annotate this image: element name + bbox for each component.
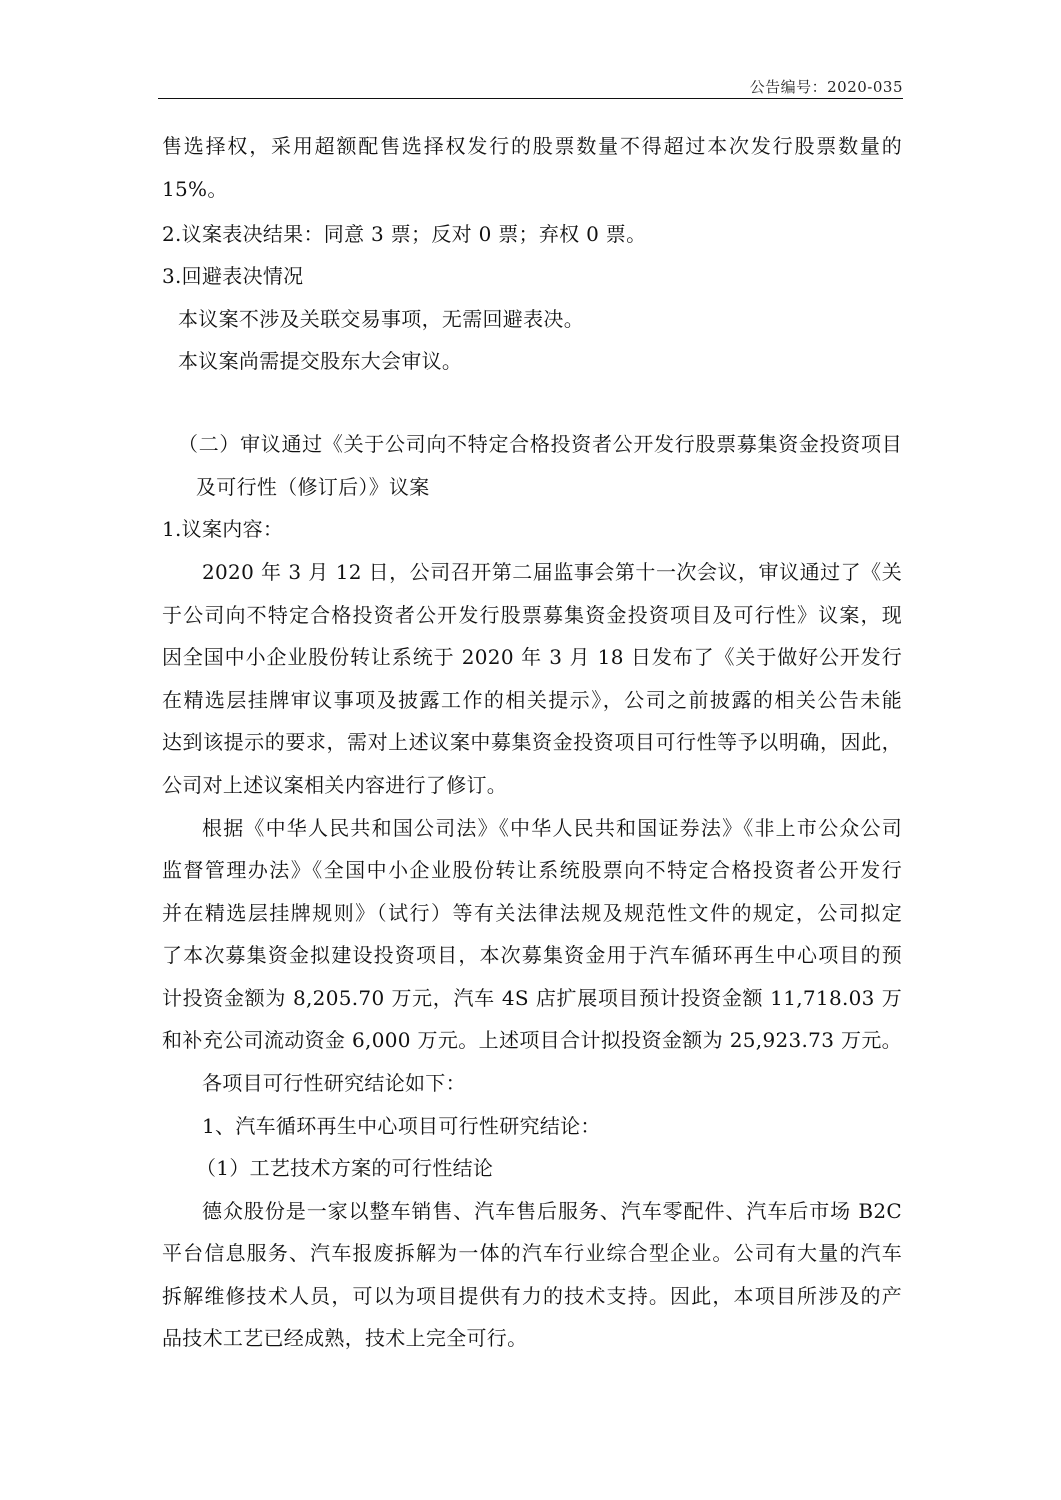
section-title: （二）审议通过《关于公司向不特定合格投资者公开发行股票募集资金投资项目 xyxy=(178,432,902,456)
vote-result: 2.议案表决结果：同意 3 票；反对 0 票；弃权 0 票。 xyxy=(162,222,647,246)
paragraph-line: 售选择权，采用超额配售选择权发行的股票数量不得超过本次发行股票数量的 xyxy=(162,134,902,158)
avoidance-text: 本议案不涉及关联交易事项，无需回避表决。 xyxy=(178,307,584,331)
paragraph-line: 平台信息服务、汽车报废拆解为一体的汽车行业综合型企业。公司有大量的汽车 xyxy=(162,1241,902,1265)
paragraph-line: 和补充公司流动资金 6,000 万元。上述项目合计拟投资金额为 25,923.73 万元。 xyxy=(162,1028,902,1052)
paragraph-line: 了本次募集资金拟建设投资项目，本次募集资金用于汽车循环再生中心项目的预 xyxy=(162,943,902,967)
subsection-title: 1、汽车循环再生中心项目可行性研究结论： xyxy=(202,1114,601,1138)
paragraph-line: 各项目可行性研究结论如下： xyxy=(202,1071,466,1095)
paragraph-line: 公司对上述议案相关内容进行了修订。 xyxy=(162,773,508,797)
header-divider xyxy=(158,98,903,99)
paragraph-line: 拆解维修技术人员，可以为项目提供有力的技术支持。因此，本项目所涉及的产 xyxy=(162,1284,902,1308)
content-heading: 1.议案内容： xyxy=(162,517,284,541)
announcement-number: 公告编号：2020-035 xyxy=(749,78,903,96)
subsection-title: （1）工艺技术方案的可行性结论 xyxy=(196,1156,494,1180)
paragraph-line: 在精选层挂牌审议事项及披露工作的相关提示》，公司之前披露的相关公告未能 xyxy=(162,688,902,712)
paragraph-line: 2020 年 3 月 12 日，公司召开第二届监事会第十一次会议，审议通过了《关 xyxy=(202,560,902,584)
paragraph-line: 于公司向不特定合格投资者公开发行股票募集资金投资项目及可行性》议案，现 xyxy=(162,603,902,627)
avoidance-title: 3.回避表决情况 xyxy=(162,264,304,288)
paragraph-line: 德众股份是一家以整车销售、汽车售后服务、汽车零配件、汽车后市场 B2C xyxy=(202,1199,902,1223)
paragraph-line: 监督管理办法》《全国中小企业股份转让系统股票向不特定合格投资者公开发行 xyxy=(162,858,902,882)
paragraph-line: 根据《中华人民共和国公司法》《中华人民共和国证券法》《非上市公众公司 xyxy=(202,816,902,840)
submission-note: 本议案尚需提交股东大会审议。 xyxy=(178,349,463,373)
paragraph-line: 因全国中小企业股份转让系统于 2020 年 3 月 18 日发布了《关于做好公开发行 xyxy=(162,645,902,669)
section-title: 及可行性（修订后）》议案 xyxy=(196,475,430,499)
paragraph-line: 15%。 xyxy=(162,177,228,201)
paragraph-line: 并在精选层挂牌规则》（试行）等有关法律法规及规范性文件的规定，公司拟定 xyxy=(162,901,902,925)
paragraph-line: 计投资金额为 8,205.70 万元，汽车 4S 店扩展项目预计投资金额 11,718.03 万 xyxy=(162,986,902,1010)
paragraph-line: 达到该提示的要求，需对上述议案中募集资金投资项目可行性等予以明确，因此， xyxy=(162,730,902,754)
paragraph-line: 品技术工艺已经成熟，技术上完全可行。 xyxy=(162,1326,528,1350)
